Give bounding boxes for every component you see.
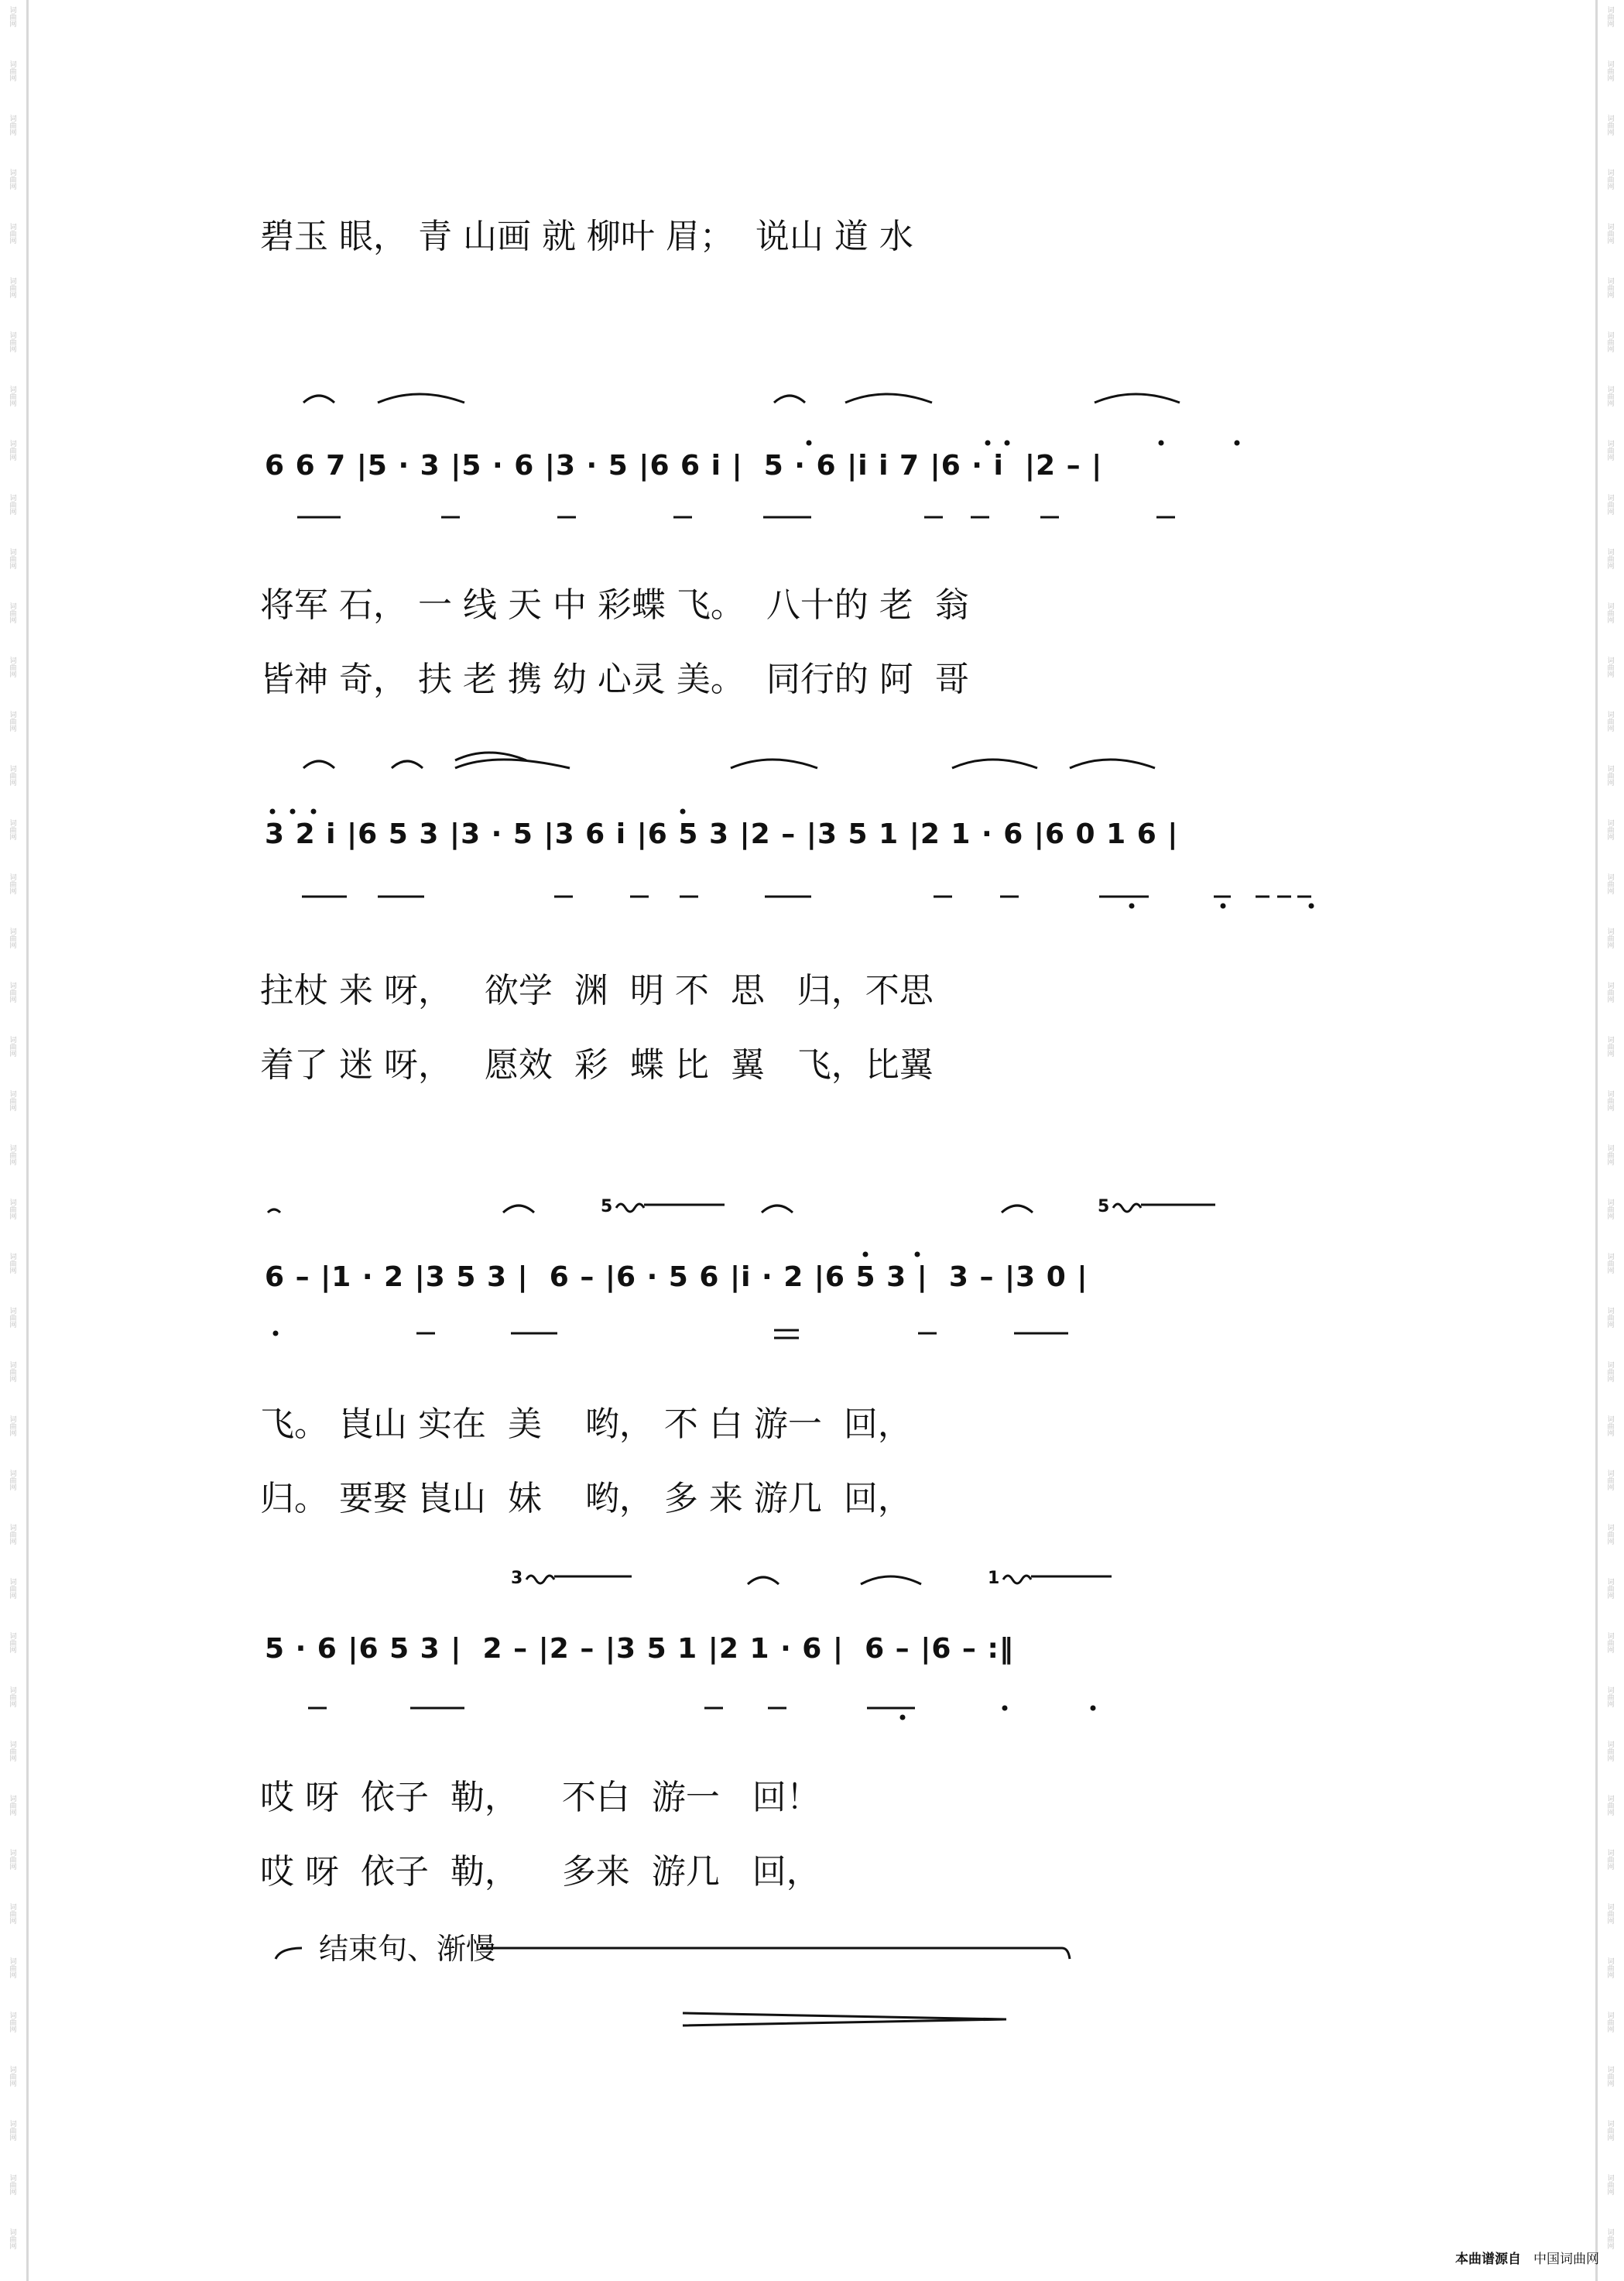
watermark-text: 词 曲 网: [1607, 115, 1615, 137]
notation-line-3: 6 – |1 · 2 |3 5 3 | 6 – |6 · 5 6 |i · 2 |6 5 3 | 3 – |3 0 |: [265, 1261, 1088, 1293]
watermark-text: 词 曲 网: [1607, 1579, 1615, 1600]
watermark-text: 词 曲 网: [9, 549, 17, 571]
watermark-text: 词 曲 网: [9, 61, 17, 83]
watermark-text: 词 曲 网: [9, 1362, 17, 1384]
watermark-text: 词 曲 网: [1607, 2121, 1615, 2142]
watermark-text: 词 曲 网: [9, 820, 17, 842]
watermark-text: 词 曲 网: [9, 1525, 17, 1546]
decrescendo-mark: [683, 2013, 1006, 2025]
watermark-text: 词 曲 网: [1607, 1254, 1615, 1275]
slur-mark: [1070, 760, 1155, 768]
slur-mark: [455, 760, 570, 768]
slur-mark: [303, 761, 334, 768]
watermark-text: 词 曲 网: [1607, 1525, 1615, 1546]
octave-dot: [311, 809, 317, 815]
watermark-text: 词 曲 网: [1607, 495, 1615, 516]
footer-site-name: 中国词曲网: [1533, 2252, 1599, 2267]
lyric-line-3: 皆神 奇， 扶 老 携 幼 心灵 美。 同行的 阿 哥: [260, 660, 969, 699]
watermark-text: 词 曲 网: [9, 1037, 17, 1058]
watermark-text: 词 曲 网: [9, 495, 17, 516]
watermark-text: 词 曲 网: [1607, 874, 1615, 896]
watermark-text: 词 曲 网: [1607, 2175, 1615, 2197]
watermark-text: 词 曲 网: [9, 1958, 17, 1980]
watermark-text: 词 曲 网: [1607, 224, 1615, 245]
trill-line: [1003, 1576, 1112, 1583]
watermark-text: 词 曲 网: [1607, 1850, 1615, 1871]
slur-mark: [861, 1576, 921, 1584]
watermark-text: 词 曲 网: [1607, 1633, 1615, 1655]
octave-dot: [1091, 1706, 1096, 1711]
octave-dot: [1235, 441, 1240, 446]
octave-dot: [985, 441, 991, 446]
watermark-text: 词 曲 网: [9, 2012, 17, 2034]
watermark-text: 词 曲 网: [9, 7, 17, 29]
lyric-line-8: 哎 呀 依子 勒， 不白 游一 回！: [260, 1778, 821, 1817]
watermark-text: 词 曲 网: [9, 1254, 17, 1275]
watermark-text: 词 曲 网: [1607, 657, 1615, 679]
slur-mark: [952, 760, 1037, 768]
watermark-text: 词 曲 网: [9, 1091, 17, 1113]
watermark-text: 词 曲 网: [9, 1796, 17, 1817]
trill-number: 5: [601, 1197, 613, 1216]
watermark-text: 词 曲 网: [1607, 386, 1615, 408]
trill-line: [616, 1204, 725, 1212]
watermark-text: 词 曲 网: [1607, 928, 1615, 950]
watermark-text: 词 曲 网: [9, 1199, 17, 1221]
watermark-text: 词 曲 网: [1607, 820, 1615, 842]
watermark-text: 词 曲 网: [1607, 1687, 1615, 1709]
trill-line: [526, 1576, 632, 1583]
octave-dot: [863, 1252, 869, 1257]
watermark-text: 词 曲 网: [9, 278, 17, 300]
watermark-text: 词 曲 网: [9, 1579, 17, 1600]
watermark-text: 词 曲 网: [9, 2067, 17, 2088]
slur-mark: [731, 760, 817, 768]
slur-mark: [503, 1206, 534, 1213]
octave-dot: [900, 1715, 906, 1720]
notation-line-4: 5 · 6 |6 5 3 | 2 – |2 – |3 5 1 |2 1 · 6 | 6 – |6 – :‖: [265, 1633, 1014, 1665]
watermark-text: 词 曲 网: [9, 2121, 17, 2142]
watermark-text: 词 曲 网: [9, 386, 17, 408]
watermark-text: 词 曲 网: [1607, 603, 1615, 625]
lyric-line-9: 哎 呀 依子 勒， 多来 游几 回，: [260, 1852, 821, 1892]
watermark-text: 词 曲 网: [9, 1470, 17, 1492]
watermark-text: 词 曲 网: [1607, 2067, 1615, 2088]
watermark-text: 词 曲 网: [9, 224, 17, 245]
watermark-text: 词 曲 网: [1607, 1362, 1615, 1384]
slur-mark: [268, 1209, 280, 1213]
watermark-text: 词 曲 网: [1607, 2229, 1615, 2251]
watermark-text: 词 曲 网: [9, 657, 17, 679]
watermark-text: 词 曲 网: [1607, 2012, 1615, 2034]
watermark-text: 词 曲 网: [9, 928, 17, 950]
slur-mark: [748, 1577, 779, 1584]
lyric-line-2: 将军 石， 一 线 天 中 彩蝶 飞。 八十的 老 翁: [260, 585, 969, 625]
watermark-text: 词 曲 网: [1607, 170, 1615, 191]
notation-line-1: 6 6 7 |5 · 3 |5 · 6 |3 · 5 |6 6 i | 5 · 6 |i i 7 |6 · i |2 – |: [265, 450, 1103, 482]
octave-dot: [1129, 904, 1135, 909]
octave-dot: [1002, 1706, 1008, 1711]
watermark-text: 词 曲 网: [1607, 1904, 1615, 1926]
trill-line: [1113, 1204, 1215, 1212]
slur-mark: [774, 396, 805, 403]
watermark-text: 词 曲 网: [1607, 1145, 1615, 1167]
octave-dot: [1309, 904, 1314, 909]
octave-dot: [273, 1331, 279, 1336]
watermark-text: 词 曲 网: [9, 1904, 17, 1926]
watermark-text: 词 曲 网: [1607, 1416, 1615, 1438]
watermark-text: 词 曲 网: [9, 1741, 17, 1763]
page-footer: [1446, 2232, 1599, 2267]
trill-number: 3: [511, 1569, 523, 1588]
watermark-text: 词 曲 网: [1607, 1037, 1615, 1058]
watermark-text: 词 曲 网: [9, 603, 17, 625]
watermark-text: 词 曲 网: [9, 1687, 17, 1709]
watermark-text: 词 曲 网: [1607, 983, 1615, 1004]
notation-line-2: 3 2 i |6 5 3 |3 · 5 |3 6 i |6 5 3 |2 – |3 5 1 |2 1 · 6 |6 0 1 6 |: [265, 818, 1179, 850]
slur-mark: [303, 396, 334, 403]
watermark-text: 词 曲 网: [1607, 441, 1615, 462]
footer-source-label: 本曲谱源自: [1455, 2252, 1521, 2267]
watermark-text: 词 曲 网: [1607, 1091, 1615, 1113]
lyric-line-5: 着了 迷 呀， 愿效 彩 蝶 比 翼 飞，比翼: [260, 1045, 934, 1085]
trill-number: 1: [988, 1569, 1000, 1588]
slur-mark: [392, 761, 423, 768]
lyric-line-4: 拄杖 来 呀， 欲学 渊 明 不 思 归，不思: [260, 971, 934, 1010]
lyric-line-6: 飞。 崀山 实在 美 哟， 不 白 游一 回，: [260, 1405, 912, 1444]
slur-mark: [1095, 394, 1180, 403]
watermark-text: 词 曲 网: [9, 1145, 17, 1167]
octave-dot: [1159, 441, 1164, 446]
octave-dot: [290, 809, 296, 815]
watermark-text: 词 曲 网: [9, 1633, 17, 1655]
watermark-text: 词 曲 网: [9, 332, 17, 354]
watermark-text: 词 曲 网: [1607, 1199, 1615, 1221]
watermark-text: 词 曲 网: [1607, 61, 1615, 83]
watermark-text: 词 曲 网: [1607, 712, 1615, 733]
slur-mark: [378, 394, 464, 403]
watermark-text: 词 曲 网: [9, 2175, 17, 2197]
octave-dot: [1005, 441, 1010, 446]
octave-dot: [680, 809, 686, 815]
watermark-text: 词 曲 网: [1607, 1741, 1615, 1763]
trill-number: 5: [1098, 1197, 1110, 1216]
octave-dot: [1221, 904, 1226, 909]
watermark-text: 词 曲 网: [9, 115, 17, 137]
watermark-text: 词 曲 网: [9, 712, 17, 733]
watermark-text: 词 曲 网: [9, 1308, 17, 1329]
watermark-text: 词 曲 网: [9, 983, 17, 1004]
watermark-text: 词 曲 网: [9, 170, 17, 191]
octave-dot: [270, 809, 276, 815]
octave-dot: [807, 441, 812, 446]
octave-dot: [915, 1252, 920, 1257]
watermark-text: 词 曲 网: [1607, 549, 1615, 571]
lyric-line-7: 归。 要娶 崀山 妹 哟， 多 来 游几 回，: [260, 1479, 912, 1518]
watermark-text: 词 曲 网: [1607, 1308, 1615, 1329]
watermark-text: 词 曲 网: [1607, 7, 1615, 29]
lyric-line-1: 碧玉 眼， 青 山画 就 柳叶 眉； 说山 道 水: [260, 217, 913, 256]
watermark-text: 词 曲 网: [9, 441, 17, 462]
ending-label: 结束句、渐慢: [319, 1932, 496, 1966]
ending-bracket: [276, 1948, 1070, 1959]
slur-mark: [762, 1206, 793, 1213]
slur-mark: [845, 394, 932, 403]
watermark-text: 词 曲 网: [1607, 1796, 1615, 1817]
watermark-text: 词 曲 网: [1607, 332, 1615, 354]
watermark-text: 词 曲 网: [9, 1416, 17, 1438]
watermark-text: 词 曲 网: [1607, 278, 1615, 300]
watermark-text: 词 曲 网: [9, 766, 17, 787]
watermark-text: 词 曲 网: [1607, 766, 1615, 787]
slur-mark: [1002, 1206, 1033, 1213]
watermark-text: 词 曲 网: [9, 1850, 17, 1871]
watermark-text: 词 曲 网: [9, 874, 17, 896]
watermark-text: 词 曲 网: [1607, 1958, 1615, 1980]
watermark-text: 词 曲 网: [9, 2229, 17, 2251]
watermark-text: 词 曲 网: [1607, 1470, 1615, 1492]
